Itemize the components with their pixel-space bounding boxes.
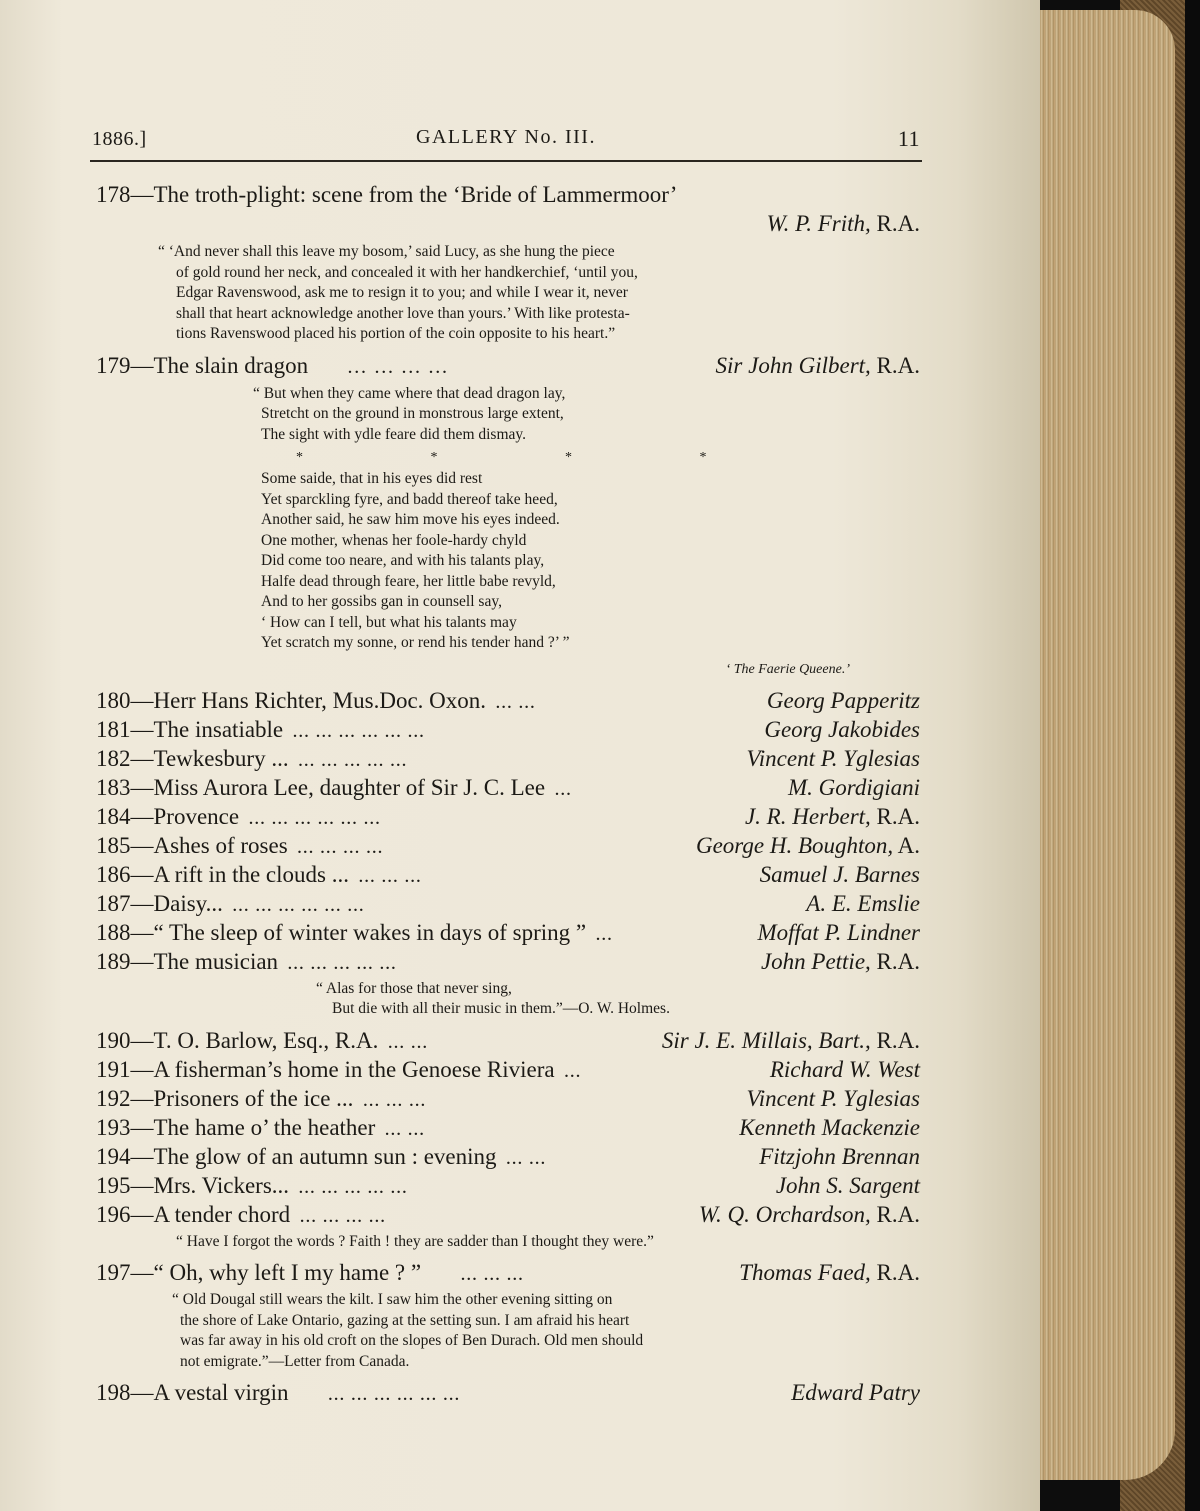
page-fore-edge <box>1020 10 1175 1480</box>
entry-title: —The musician <box>130 948 279 974</box>
entry-title: —The troth-plight: scene from the ‘Bride of Lammermoor’ <box>130 182 678 207</box>
entry-number: 191 <box>96 1056 131 1082</box>
entry-190 <box>96 1026 920 1055</box>
entry-186 <box>96 860 920 889</box>
artist-name: Sir J. E. Millais, Bart., <box>661 1027 871 1053</box>
leader-dots: ... ... ... ... <box>297 840 384 857</box>
entry-number: 186 <box>96 861 131 887</box>
entry-title: —A vestal virgin <box>130 1380 289 1405</box>
entry-178 <box>96 180 920 209</box>
leader-dots: ... ... ... ... ... <box>298 753 408 770</box>
catalogue-entries <box>96 180 920 1407</box>
verse-line: Another said, he saw him move his eyes indeed. <box>261 511 560 528</box>
verse-line: Halfe dead through feare, her little babe revyld, <box>261 572 556 590</box>
entry-number: 180 <box>96 687 131 713</box>
artist-name: George H. Boughton, <box>695 832 894 858</box>
header-rule <box>90 160 922 162</box>
verse-line: The sight with ydle feare did them dismay. <box>261 425 527 443</box>
leader-dots: ... ... ... ... ... <box>288 956 398 973</box>
header-gallery: GALLERY No. III. <box>416 126 596 148</box>
verse-line: Yet scratch my sonne, or rend his tender hand ?’ ” <box>261 634 570 651</box>
artist-suffix: A. <box>893 832 920 858</box>
verse-line: “ But when they came where that dead dragon lay, <box>253 384 566 402</box>
entry-verse <box>96 384 920 446</box>
entry-195 <box>96 1171 920 1200</box>
entry-number: 184 <box>96 803 131 829</box>
entry-title: —Tewkesbury ... <box>130 745 289 771</box>
quote-line: Edgar Ravenswood, ask me to resign it to you; and while I wear it, never <box>176 284 628 301</box>
entry-quote <box>96 242 866 345</box>
entry-185 <box>96 831 920 860</box>
entry-191 <box>96 1055 920 1084</box>
verse-line: One mother, whenas her foole-hardy chyld <box>261 531 527 549</box>
artist-name: Vincent P. Yglesias <box>746 745 920 771</box>
entry-artist <box>746 744 920 773</box>
entry-title: —A fisherman’s home in the Genoese Riviera <box>130 1056 555 1082</box>
entry-artist <box>696 831 920 860</box>
leader-dots: ... ... ... ... ... ... <box>328 1388 461 1404</box>
entry-list <box>96 1026 920 1229</box>
artist-name: Thomas Faed, <box>739 1260 871 1285</box>
verse-line: Yet sparckling fyre, and badd thereof take heed, <box>261 490 558 508</box>
quote-line: “ Old Dougal still wears the kilt. I saw him the other evening sitting on <box>172 1291 613 1308</box>
artist-name: Moffat P. Lindner <box>757 919 920 945</box>
entry-number: 181 <box>96 716 131 742</box>
entry-number: 187 <box>96 890 131 916</box>
quote-line: not emigrate.”—Letter from Canada. <box>180 1352 410 1370</box>
artist-name: W. Q. Orchardson, <box>698 1201 871 1227</box>
entry-title: —Mrs. Vickers... <box>130 1172 290 1198</box>
entry-title: —T. O. Barlow, Esq., R.A. <box>130 1027 379 1053</box>
entry-196 <box>96 1200 920 1229</box>
artist-name: Richard W. West <box>769 1056 920 1082</box>
verse-line: ‘ How can I tell, but what his talants may <box>261 613 517 631</box>
entry-number: 196 <box>96 1201 131 1227</box>
entry-artist <box>806 889 920 918</box>
artist-name: W. P. Frith, <box>766 211 871 236</box>
entry-artist <box>757 918 920 947</box>
leader-dots: ... ... ... <box>358 869 423 886</box>
entry-artist <box>776 1171 920 1200</box>
entry-189 <box>96 947 920 976</box>
entry-artist <box>761 947 920 976</box>
entry-artist <box>745 802 920 831</box>
entry-artist <box>759 1142 920 1171</box>
entry-title: —“ The sleep of winter wakes in days of spring ” <box>130 919 587 945</box>
entry-number: 193 <box>96 1114 131 1140</box>
leader-dots: ... ... ... <box>461 1268 525 1284</box>
entry-quote <box>96 979 920 1020</box>
artist-name: J. R. Herbert, <box>744 803 871 829</box>
entry-quote <box>96 1290 830 1372</box>
artist-name: Vincent P. Yglesias <box>746 1085 920 1111</box>
verse-break-stars: * * * * <box>296 450 769 465</box>
quote-line: “ ‘And never shall this leave my bosom,’ said Lucy, as she hung the piece <box>158 243 615 260</box>
entry-183 <box>96 773 920 802</box>
entry-artist <box>716 351 920 380</box>
artist-suffix: R.A. <box>870 1201 920 1227</box>
artist-name: Edward Patry <box>791 1380 920 1405</box>
artist-name: Georg Jakobides <box>764 716 920 742</box>
entry-artist <box>770 1055 920 1084</box>
entry-artist <box>96 209 920 238</box>
entry-title: —Ashes of roses <box>130 832 288 858</box>
entry-181 <box>96 715 920 744</box>
leader-dots: ... <box>596 927 614 944</box>
artist-name: Samuel J. Barnes <box>759 861 920 887</box>
artist-name: Fitzjohn Brennan <box>759 1143 920 1169</box>
entry-194 <box>96 1142 920 1171</box>
entry-198 <box>96 1378 920 1407</box>
entry-184 <box>96 802 920 831</box>
entry-180 <box>96 686 920 715</box>
entry-artist <box>788 773 920 802</box>
entry-quote: “ Have I forgot the words ? Faith ! they are sadder than I thought they were.” <box>176 1232 654 1250</box>
running-header <box>92 126 920 156</box>
leader-dots: ... <box>555 782 573 799</box>
verse-line: Stretcht on the ground in monstrous large extent, <box>261 405 564 422</box>
entry-artist <box>739 1113 920 1142</box>
entry-title: —Herr Hans Richter, Mus.Doc. Oxon. <box>130 687 487 713</box>
leader-dots: ... <box>564 1064 582 1081</box>
quote-line: of gold round her neck, and concealed it with her handkerchief, ‘until you, <box>176 263 638 281</box>
leader-dots: ... ... ... ... ... <box>299 1180 409 1197</box>
entry-title: —Daisy... <box>130 890 223 916</box>
entry-title: —Miss Aurora Lee, daughter of Sir J. C. Lee <box>130 774 546 800</box>
entry-179 <box>96 351 920 380</box>
entry-number: 197 <box>96 1260 131 1285</box>
verse-line: And to her gossibs gan in counsell say, <box>261 593 502 610</box>
leader-dots: ... ... ... ... <box>300 1209 387 1226</box>
page-number: 11 <box>897 126 920 151</box>
quote-line: But die with all their music in them.”—O. W. Holmes. <box>332 1000 670 1017</box>
artist-suffix: R.A. <box>870 352 920 378</box>
artist-name: Kenneth Mackenzie <box>739 1114 920 1140</box>
entry-title: —The insatiable <box>130 716 284 742</box>
entry-number: 190 <box>96 1027 131 1053</box>
entry-title: —The glow of an autumn sun : evening <box>130 1143 497 1169</box>
artist-name: Sir John Gilbert, <box>715 352 871 378</box>
entry-artist <box>739 1258 920 1287</box>
entry-number: 198 <box>96 1380 131 1405</box>
artist-name: John Pettie, <box>760 948 871 974</box>
quote-line: shall that heart acknowledge another love than yours.’ With like protesta- <box>176 304 630 322</box>
artist-suffix: R.A. <box>870 1027 920 1053</box>
leader-dots: ... ... <box>496 695 537 712</box>
entry-193 <box>96 1113 920 1142</box>
entry-artist <box>764 715 920 744</box>
artist-suffix: R.A. <box>870 948 920 974</box>
entry-number: 178 <box>96 182 131 207</box>
artist-name: Georg Papperitz <box>766 687 920 713</box>
verse-line: Did come too neare, and with his talants play, <box>261 552 545 569</box>
entry-title: —A rift in the clouds ... <box>130 861 349 887</box>
entry-197 <box>96 1258 920 1287</box>
entry-number: 185 <box>96 832 131 858</box>
entry-number: 188 <box>96 919 131 945</box>
entry-number: 179 <box>96 352 131 378</box>
entry-number: 192 <box>96 1085 131 1111</box>
entry-number: 183 <box>96 774 131 800</box>
entry-number: 194 <box>96 1143 131 1169</box>
entry-title: —“ Oh, why left I my hame ? ” <box>130 1260 422 1285</box>
entry-title: —Provence <box>130 803 240 829</box>
entry-number: 189 <box>96 948 131 974</box>
leader-dots: ... ... ... ... ... ... <box>293 724 426 741</box>
entry-192 <box>96 1084 920 1113</box>
verse-source: ‘ The Faerie Queene.’ <box>725 661 850 677</box>
leader-dots: ... ... ... <box>363 1093 427 1110</box>
entry-title: —Prisoners of the ice ... <box>130 1085 354 1111</box>
leader-dots: ... ... <box>385 1122 426 1139</box>
artist-name: John S. Sargent <box>775 1172 920 1198</box>
entry-artist <box>699 1200 920 1229</box>
entry-number: 182 <box>96 745 131 771</box>
artist-name: A. E. Emslie <box>806 890 920 916</box>
entry-title: —The hame o’ the heather <box>130 1114 376 1140</box>
leader-dots: ... ... ... ... ... ... <box>232 898 366 915</box>
entry-artist <box>791 1378 920 1407</box>
leader-dots: ... ... ... ... ... ... <box>249 811 382 828</box>
entry-artist <box>662 1026 920 1055</box>
entry-188 <box>96 918 920 947</box>
entry-artist <box>746 1084 920 1113</box>
entry-artist <box>760 860 920 889</box>
artist-suffix: R.A. <box>870 803 920 829</box>
entry-artist <box>767 686 920 715</box>
entry-187 <box>96 889 920 918</box>
entry-title: —A tender chord <box>130 1201 291 1227</box>
leader-dots: ... ... <box>388 1035 429 1052</box>
leader-dots: ... ... <box>506 1151 547 1168</box>
quote-line: tions Ravenswood placed his portion of the coin opposite to his heart.” <box>176 325 616 342</box>
header-year: 1886.] <box>92 128 147 150</box>
artist-suffix: R.A. <box>870 211 920 236</box>
cover-shadow <box>1185 0 1200 1511</box>
quote-line: the shore of Lake Ontario, gazing at the setting sun. I am afraid his heart <box>180 1311 630 1329</box>
quote-line: was far away in his old croft on the slopes of Ben Durach. Old men should <box>180 1332 644 1349</box>
quote-line: “ Alas for those that never sing, <box>316 979 512 997</box>
entry-182 <box>96 744 920 773</box>
leader-dots: ... ... ... ... <box>348 360 450 377</box>
artist-name: M. Gordigiani <box>787 774 920 800</box>
entry-verse <box>96 469 920 654</box>
entry-number: 195 <box>96 1172 131 1198</box>
artist-suffix: R.A. <box>870 1260 920 1285</box>
entry-title: —The slain dragon <box>130 352 309 378</box>
entry-list <box>96 686 920 976</box>
verse-line: Some saide, that in his eyes did rest <box>261 470 483 487</box>
